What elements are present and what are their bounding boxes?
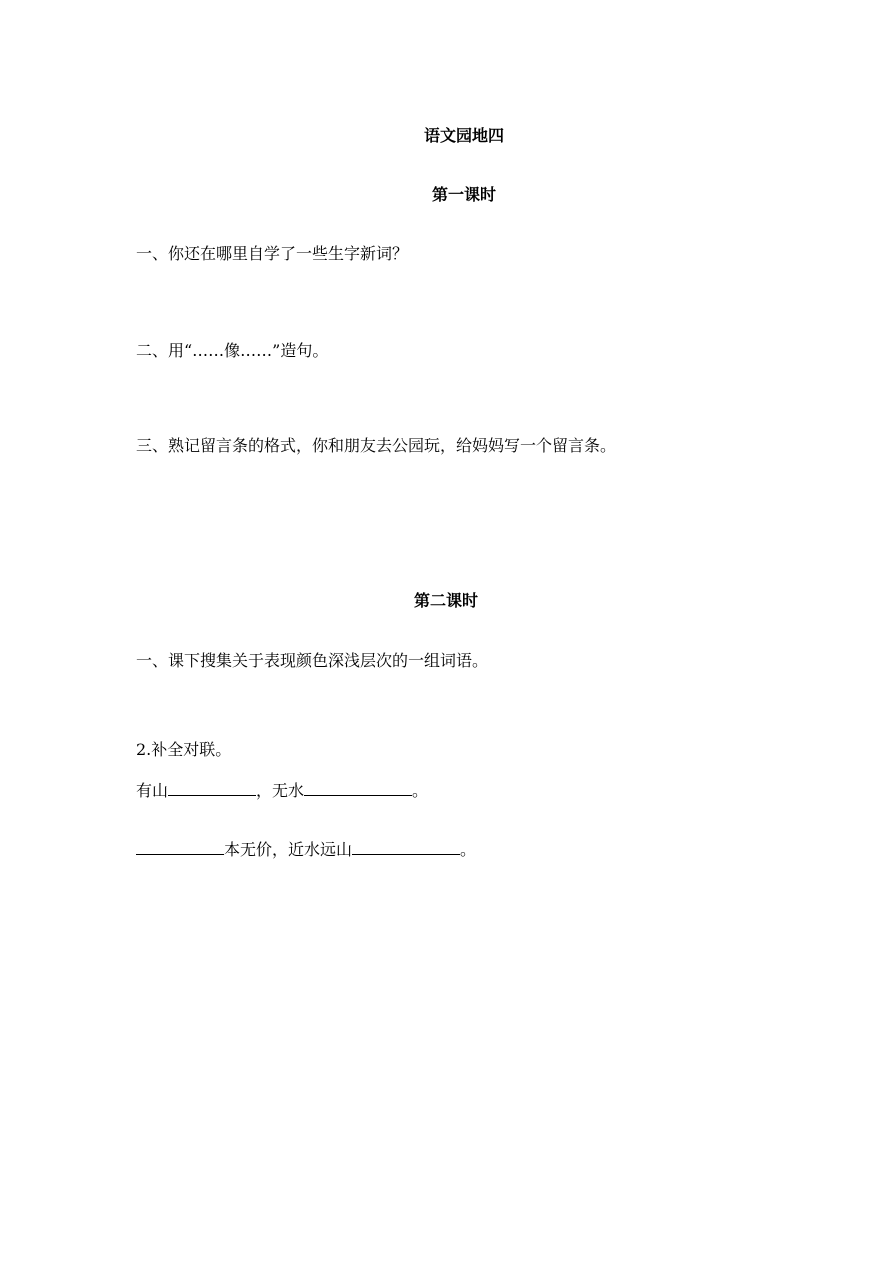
lesson-1-question-2: 二、用“……像……”造句。 [136, 341, 329, 360]
lesson-2-question-2: 2.补全对联。 [136, 740, 232, 759]
couplet-1-blank-1[interactable] [168, 779, 256, 796]
couplet-2-blank-1[interactable] [136, 838, 224, 855]
couplet-2-text-middle: 本无价，近水远山 [224, 840, 353, 859]
couplet-line-1 [136, 779, 428, 801]
couplet-1-text-start: 有山 [136, 781, 169, 800]
lesson-2-heading: 第二课时 [413, 591, 478, 610]
couplet-line-2 [136, 838, 476, 860]
couplet-1-text-end: 。 [412, 781, 429, 800]
lesson-1-heading: 第一课时 [431, 185, 496, 204]
lesson-1-question-1: 一、你还在哪里自学了一些生字新词？ [136, 244, 409, 263]
couplet-2-text-end: 。 [460, 840, 477, 859]
page-title: 语文园地四 [423, 126, 504, 145]
lesson-1-question-3: 三、熟记留言条的格式，你和朋友去公园玩，给妈妈写一个留言条。 [136, 436, 617, 455]
lesson-2-question-1: 一、课下搜集关于表现颜色深浅层次的一组词语。 [136, 651, 489, 670]
couplet-1-blank-2[interactable] [304, 779, 412, 796]
couplet-1-text-middle: ，无水 [256, 781, 305, 800]
couplet-2-blank-2[interactable] [352, 838, 460, 855]
